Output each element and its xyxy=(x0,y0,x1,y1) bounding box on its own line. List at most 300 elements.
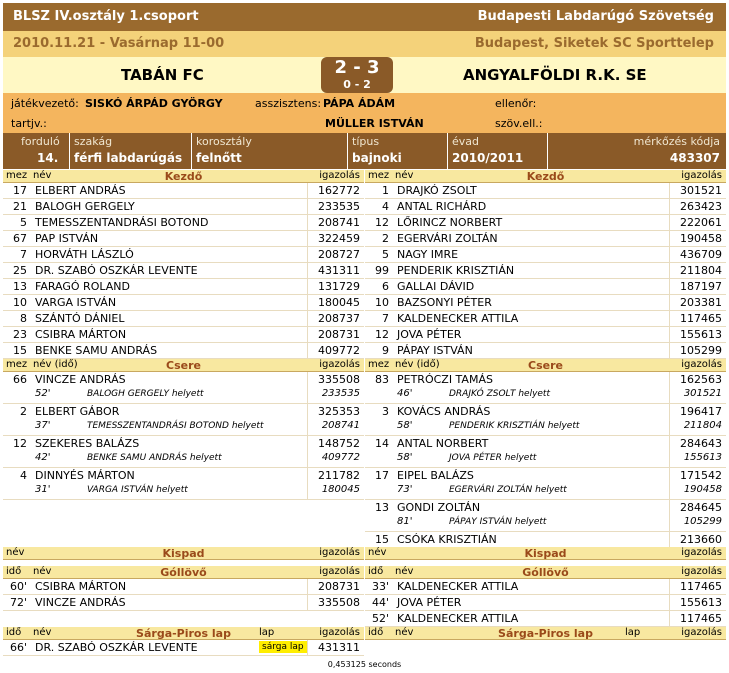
mez-label: mez xyxy=(368,359,390,370)
player-name: JOVA PÉTER xyxy=(397,328,462,341)
starter-row xyxy=(365,231,726,247)
replaced-player: JOVA PÉTER helyett xyxy=(449,453,537,463)
player-name: JOVA PÉTER xyxy=(397,596,462,609)
license-number: 190458 xyxy=(680,232,722,245)
shirt-number: 25 xyxy=(13,264,27,277)
column-divider xyxy=(669,372,670,403)
spacer xyxy=(3,611,364,627)
render-time: 0,453125 seconds xyxy=(327,660,402,669)
substitution-row xyxy=(365,404,726,436)
license-number: 431311 xyxy=(318,641,360,654)
starter-row xyxy=(3,295,364,311)
player-name: VARGA ISTVÁN xyxy=(35,296,117,309)
mez-label: mez xyxy=(6,359,28,370)
branch-cell xyxy=(69,133,191,169)
code-value: 483307 xyxy=(669,151,720,165)
shirt-number: 23 xyxy=(13,328,27,341)
column-divider xyxy=(307,231,308,246)
replaced-player: PÁPAY ISTVÁN helyett xyxy=(449,517,547,527)
age-label: korosztály xyxy=(196,135,252,148)
player-name: BALOGH GERGELY xyxy=(35,200,135,213)
substitution-row xyxy=(3,436,364,468)
inspector-label: ellenőr: xyxy=(495,97,537,110)
license-label: igazolás xyxy=(319,547,360,558)
column-divider xyxy=(669,183,670,198)
column-divider xyxy=(669,595,670,610)
shirt-number: 13 xyxy=(375,501,389,514)
license-number: 322459 xyxy=(318,232,360,245)
player-name: BAZSONYI PÉTER xyxy=(397,296,492,309)
home-subs-filler xyxy=(3,500,364,532)
card-label: lap xyxy=(625,627,641,638)
match-venue: Budapest, Siketek SC Sporttelep xyxy=(474,36,714,51)
name-label: név xyxy=(395,566,414,577)
starter-row xyxy=(3,247,364,263)
name-label: név xyxy=(33,170,52,181)
assistant-1: PÁPA ÁDÁM xyxy=(323,97,396,110)
shirt-number: 12 xyxy=(375,328,389,341)
replaced-player: DRAJKÓ ZSOLT helyett xyxy=(449,389,550,399)
starter-row xyxy=(3,263,364,279)
starter-row xyxy=(365,247,726,263)
name-time-label: név (idő) xyxy=(33,359,78,370)
round-value: 14. xyxy=(37,151,59,165)
replaced-player: VARGA ISTVÁN helyett xyxy=(87,485,188,495)
away-subs-header xyxy=(365,359,726,372)
license-number: 409772 xyxy=(318,344,360,357)
sub-minute: 58' xyxy=(397,452,413,463)
officials-panel xyxy=(3,93,726,133)
player-name: HORVÁTH LÁSZLÓ xyxy=(35,248,134,261)
time-label: idő xyxy=(6,566,22,577)
starter-row xyxy=(365,311,726,327)
column-divider xyxy=(307,327,308,342)
shirt-number: 2 xyxy=(382,232,389,245)
goal-row xyxy=(365,611,726,627)
shirt-number: 7 xyxy=(20,248,27,261)
goal-row xyxy=(365,579,726,595)
player-name: EIPEL BALÁZS xyxy=(397,469,474,482)
license-number: 208731 xyxy=(318,580,360,593)
name-label: név xyxy=(395,627,414,638)
player-name: KALDENECKER ATTILA xyxy=(397,612,519,625)
starter-row xyxy=(3,215,364,231)
player-name: ELBERT ANDRÁS xyxy=(35,184,126,197)
license-number: 208731 xyxy=(318,328,360,341)
player-name: KALDENECKER ATTILA xyxy=(397,580,519,593)
shirt-number: 17 xyxy=(375,469,389,482)
home-starters-list xyxy=(3,183,364,359)
replaced-player: BENKE SAMU ANDRÁS helyett xyxy=(87,453,222,463)
player-name: ANTAL NORBERT xyxy=(397,437,489,450)
starters-title: Kezdő xyxy=(526,170,565,183)
sub-minute: 37' xyxy=(35,420,51,431)
bench-title: Kispad xyxy=(524,547,567,560)
column-divider xyxy=(669,215,670,230)
license-number: 117465 xyxy=(680,312,722,325)
cards-title: Sárga-Piros lap xyxy=(498,627,593,640)
fed-inspector-label: szöv.ell.: xyxy=(495,117,543,130)
away-bench-header xyxy=(365,547,726,560)
goal-minute: 33' xyxy=(371,580,389,593)
shirt-number: 3 xyxy=(382,405,389,418)
starters-title: Kezdő xyxy=(164,170,203,183)
license-number: 335508 xyxy=(318,596,360,609)
license-label: igazolás xyxy=(319,627,360,638)
license-number: 131729 xyxy=(318,280,360,293)
player-name: SZÁNTÓ DÁNIEL xyxy=(35,312,125,325)
license-label: igazolás xyxy=(681,547,722,558)
age-cell xyxy=(191,133,321,169)
player-name: SZEKERES BALÁZS xyxy=(35,437,140,450)
away-starters-list xyxy=(365,183,726,359)
score-box xyxy=(321,57,393,93)
substitution-row xyxy=(365,436,726,468)
license-number: 155613 xyxy=(680,328,722,341)
assistant-2: MÜLLER ISTVÁN xyxy=(325,117,424,130)
home-cards-header xyxy=(3,627,364,640)
license-label: igazolás xyxy=(319,359,360,370)
column-divider xyxy=(307,640,308,655)
column-divider xyxy=(669,532,670,547)
player-name: EGERVÁRI ZOLTÁN xyxy=(397,232,498,245)
shirt-number: 5 xyxy=(20,216,27,229)
column-divider xyxy=(669,199,670,214)
player-name: PETRÓCZI TAMÁS xyxy=(397,373,493,386)
player-name: CSIBRA MÁRTON xyxy=(35,328,127,341)
away-bench-list xyxy=(365,532,726,548)
shirt-number: 17 xyxy=(13,184,27,197)
license-number: 162772 xyxy=(318,184,360,197)
player-name: TEMESSZENTANDRÁSI BOTOND xyxy=(35,216,209,229)
shirt-number: 99 xyxy=(375,264,389,277)
replaced-license: 208741 xyxy=(321,420,360,431)
shirt-number: 6 xyxy=(382,280,389,293)
home-subs-list xyxy=(3,372,364,532)
license-number: 211782 xyxy=(318,469,360,482)
license-number: 213660 xyxy=(680,533,722,546)
shirt-number: 2 xyxy=(20,405,27,418)
shirt-number: 5 xyxy=(382,248,389,261)
cards-title: Sárga-Piros lap xyxy=(136,627,231,640)
player-name: BENKE SAMU ANDRÁS xyxy=(35,344,158,357)
shirt-number: 4 xyxy=(382,200,389,213)
player-name: ANTAL RICHÁRD xyxy=(397,200,487,213)
sub-minute: 42' xyxy=(35,452,51,463)
license-number: 171542 xyxy=(680,469,722,482)
mez-label: mez xyxy=(368,170,390,181)
player-name: DRAJKÓ ZSOLT xyxy=(397,184,477,197)
player-name: GONDI ZOLTÁN xyxy=(397,501,481,514)
replaced-player: TEMESSZENTANDRÁSI BOTOND helyett xyxy=(87,421,264,431)
starter-row xyxy=(3,183,364,199)
player-name: KALDENECKER ATTILA xyxy=(397,312,519,325)
player-name: PÁPAY ISTVÁN xyxy=(397,344,473,357)
starter-row xyxy=(3,327,364,343)
name-label: név xyxy=(368,547,387,558)
license-number: 208727 xyxy=(318,248,360,261)
shirt-number: 83 xyxy=(375,373,389,386)
replaced-license: 211804 xyxy=(683,420,722,431)
home-goals-list xyxy=(3,579,364,611)
license-number: 233535 xyxy=(318,200,360,213)
starter-row xyxy=(3,343,364,359)
license-number: 436709 xyxy=(680,248,722,261)
column-divider xyxy=(307,595,308,610)
home-subs-header xyxy=(3,359,364,372)
license-number: 208741 xyxy=(318,216,360,229)
name-label: név xyxy=(6,547,25,558)
column-divider xyxy=(669,579,670,594)
substitution-row xyxy=(365,468,726,500)
sub-minute: 31' xyxy=(35,484,51,495)
goals-title: Góllövő xyxy=(160,566,207,579)
goal-row xyxy=(3,595,364,611)
column-divider xyxy=(669,263,670,278)
column-divider xyxy=(307,343,308,358)
license-number: 196417 xyxy=(680,405,722,418)
substitution-row xyxy=(3,372,364,404)
starter-row xyxy=(3,199,364,215)
column-divider xyxy=(669,611,670,626)
player-name: LŐRINCZ NORBERT xyxy=(397,216,503,229)
column-divider xyxy=(307,247,308,262)
column-divider xyxy=(669,295,670,310)
column-divider xyxy=(669,247,670,262)
shirt-number: 10 xyxy=(375,296,389,309)
away-lower-sections xyxy=(365,547,726,640)
license-number: 335508 xyxy=(318,373,360,386)
license-number: 263423 xyxy=(680,200,722,213)
license-number: 208737 xyxy=(318,312,360,325)
federation-name: Budapesti Labdarúgó Szövetség xyxy=(477,9,714,24)
date-bar xyxy=(3,31,726,57)
column-divider xyxy=(307,579,308,594)
license-number: 105299 xyxy=(680,344,722,357)
player-name: NAGY IMRE xyxy=(397,248,459,261)
replaced-license: 233535 xyxy=(321,388,360,399)
home-team: TABÁN FC xyxy=(121,66,204,84)
age-value: felnőtt xyxy=(196,151,242,165)
shirt-number: 9 xyxy=(382,344,389,357)
replaced-player: BALOGH GERGELY helyett xyxy=(87,389,204,399)
type-value: bajnoki xyxy=(352,151,402,165)
license-number: 301521 xyxy=(680,184,722,197)
away-column xyxy=(365,170,726,548)
license-number: 431311 xyxy=(318,264,360,277)
starter-row xyxy=(365,279,726,295)
shirt-number: 15 xyxy=(13,344,27,357)
shirt-number: 12 xyxy=(13,437,27,450)
home-cards-list xyxy=(3,640,364,656)
round-cell xyxy=(3,133,69,169)
branch-value: férfi labdarúgás xyxy=(74,151,183,165)
goal-row xyxy=(3,579,364,595)
referee-name: SISKÓ ÁRPÁD GYÖRGY xyxy=(85,97,223,110)
away-starters-header xyxy=(365,170,726,183)
column-divider xyxy=(669,311,670,326)
column-divider xyxy=(307,279,308,294)
goals-title: Góllövő xyxy=(522,566,569,579)
column-divider xyxy=(307,263,308,278)
starter-row xyxy=(365,215,726,231)
card-label: lap xyxy=(259,627,275,638)
license-label: igazolás xyxy=(681,566,722,577)
starter-row xyxy=(365,295,726,311)
player-name: DINNYÉS MÁRTON xyxy=(35,469,135,482)
league-title: BLSZ IV.osztály 1.csoport xyxy=(13,9,199,24)
player-name: DR. SZABÓ OSZKÁR LEVENTE xyxy=(35,264,198,277)
player-name: PAP ISTVÁN xyxy=(35,232,99,245)
yellow-card-badge: sárga lap xyxy=(259,641,307,653)
column-divider xyxy=(307,311,308,326)
mez-label: mez xyxy=(6,170,28,181)
goal-minute: 44' xyxy=(371,596,389,609)
license-label: igazolás xyxy=(319,566,360,577)
license-number: 211804 xyxy=(680,264,722,277)
shirt-number: 12 xyxy=(375,216,389,229)
license-number: 284643 xyxy=(680,437,722,450)
name-label: név xyxy=(33,566,52,577)
away-goals-list xyxy=(365,579,726,627)
substitution-row xyxy=(365,372,726,404)
license-number: 117465 xyxy=(680,612,722,625)
sub-minute: 73' xyxy=(397,484,413,495)
starter-row xyxy=(3,279,364,295)
starter-row xyxy=(365,183,726,199)
card-row xyxy=(3,640,364,656)
column-divider xyxy=(307,295,308,310)
column-divider xyxy=(307,199,308,214)
license-number: 117465 xyxy=(680,580,722,593)
shirt-number: 7 xyxy=(382,312,389,325)
home-lower-sections xyxy=(3,547,364,656)
license-number: 284645 xyxy=(680,501,722,514)
away-team: ANGYALFÖLDI R.K. SE xyxy=(463,66,647,84)
assistants-label: asszisztens: xyxy=(255,97,322,110)
code-cell xyxy=(547,133,726,169)
column-divider xyxy=(307,468,308,499)
starter-row xyxy=(365,343,726,359)
goal-minute: 52' xyxy=(371,612,389,625)
substitution-row xyxy=(3,404,364,436)
home-starters-header xyxy=(3,170,364,183)
column-divider xyxy=(307,404,308,435)
license-number: 222061 xyxy=(680,216,722,229)
time-label: idő xyxy=(368,566,384,577)
column-divider xyxy=(669,279,670,294)
license-number: 325353 xyxy=(318,405,360,418)
teams-bar xyxy=(3,57,726,93)
replaced-license: 105299 xyxy=(683,516,722,527)
shirt-number: 4 xyxy=(20,469,27,482)
bench-row xyxy=(365,532,726,548)
column-divider xyxy=(669,327,670,342)
column-divider xyxy=(307,215,308,230)
player-name: ELBERT GÁBOR xyxy=(35,405,120,418)
name-label: név xyxy=(33,627,52,638)
starter-row xyxy=(365,199,726,215)
reserve-ref-label: tartjv.: xyxy=(11,117,47,130)
license-label: igazolás xyxy=(681,627,722,638)
starter-row xyxy=(365,263,726,279)
shirt-number: 1 xyxy=(382,184,389,197)
license-number: 203381 xyxy=(680,296,722,309)
replaced-license: 409772 xyxy=(321,452,360,463)
substitution-row xyxy=(3,468,364,500)
shirt-number: 8 xyxy=(20,312,27,325)
player-name: DR. SZABÓ OSZKÁR LEVENTE xyxy=(35,641,198,654)
column-divider xyxy=(307,372,308,403)
player-name: CSÓKA KRISZTIÁN xyxy=(397,533,497,546)
replaced-license: 301521 xyxy=(683,388,722,399)
license-number: 155613 xyxy=(680,596,722,609)
player-name: VINCZE ANDRÁS xyxy=(35,373,126,386)
shirt-number: 66 xyxy=(13,373,27,386)
sub-minute: 81' xyxy=(397,516,413,527)
bench-title: Kispad xyxy=(162,547,205,560)
replaced-player: EGERVÁRI ZOLTÁN helyett xyxy=(449,485,567,495)
sub-minute: 46' xyxy=(397,388,413,399)
player-name: GALLAI DÁVID xyxy=(397,280,475,293)
starter-row xyxy=(365,327,726,343)
league-bar xyxy=(3,3,726,31)
column-divider xyxy=(669,500,670,531)
card-minute: 66' xyxy=(9,641,27,654)
player-name: VINCZE ANDRÁS xyxy=(35,596,126,609)
home-column xyxy=(3,170,364,532)
season-value: 2010/2011 xyxy=(452,151,524,165)
column-divider xyxy=(669,436,670,467)
column-divider xyxy=(669,343,670,358)
player-name: CSIBRA MÁRTON xyxy=(35,580,127,593)
replaced-license: 180045 xyxy=(321,484,360,495)
column-divider xyxy=(669,404,670,435)
halftime-score: 0 - 2 xyxy=(343,78,371,91)
type-cell xyxy=(347,133,447,169)
replaced-player: PENDERIK KRISZTIÁN helyett xyxy=(449,421,580,431)
home-goals-header xyxy=(3,566,364,579)
replaced-license: 190458 xyxy=(683,484,722,495)
player-name: KOVÁCS ANDRÁS xyxy=(397,405,491,418)
column-divider xyxy=(307,436,308,467)
shirt-number: 21 xyxy=(13,200,27,213)
code-label: mérkőzés kódja xyxy=(633,135,720,148)
time-label: idő xyxy=(368,627,384,638)
goal-row xyxy=(365,595,726,611)
away-goals-header xyxy=(365,566,726,579)
final-score: 2 - 3 xyxy=(334,57,380,78)
type-label: típus xyxy=(352,135,380,148)
column-divider xyxy=(669,231,670,246)
subs-title: Csere xyxy=(166,359,201,372)
license-label: igazolás xyxy=(319,170,360,181)
license-label: igazolás xyxy=(681,170,722,181)
column-divider xyxy=(669,468,670,499)
sub-minute: 52' xyxy=(35,388,51,399)
column-divider xyxy=(307,183,308,198)
season-cell xyxy=(447,133,547,169)
player-name: FARAGÓ ROLAND xyxy=(35,280,130,293)
starter-row xyxy=(3,311,364,327)
shirt-number: 67 xyxy=(13,232,27,245)
round-label: forduló xyxy=(21,135,60,148)
subs-title: Csere xyxy=(528,359,563,372)
license-number: 162563 xyxy=(680,373,722,386)
sub-minute: 58' xyxy=(397,420,413,431)
substitution-row xyxy=(365,500,726,532)
referee-label: játékvezető: xyxy=(11,97,79,110)
